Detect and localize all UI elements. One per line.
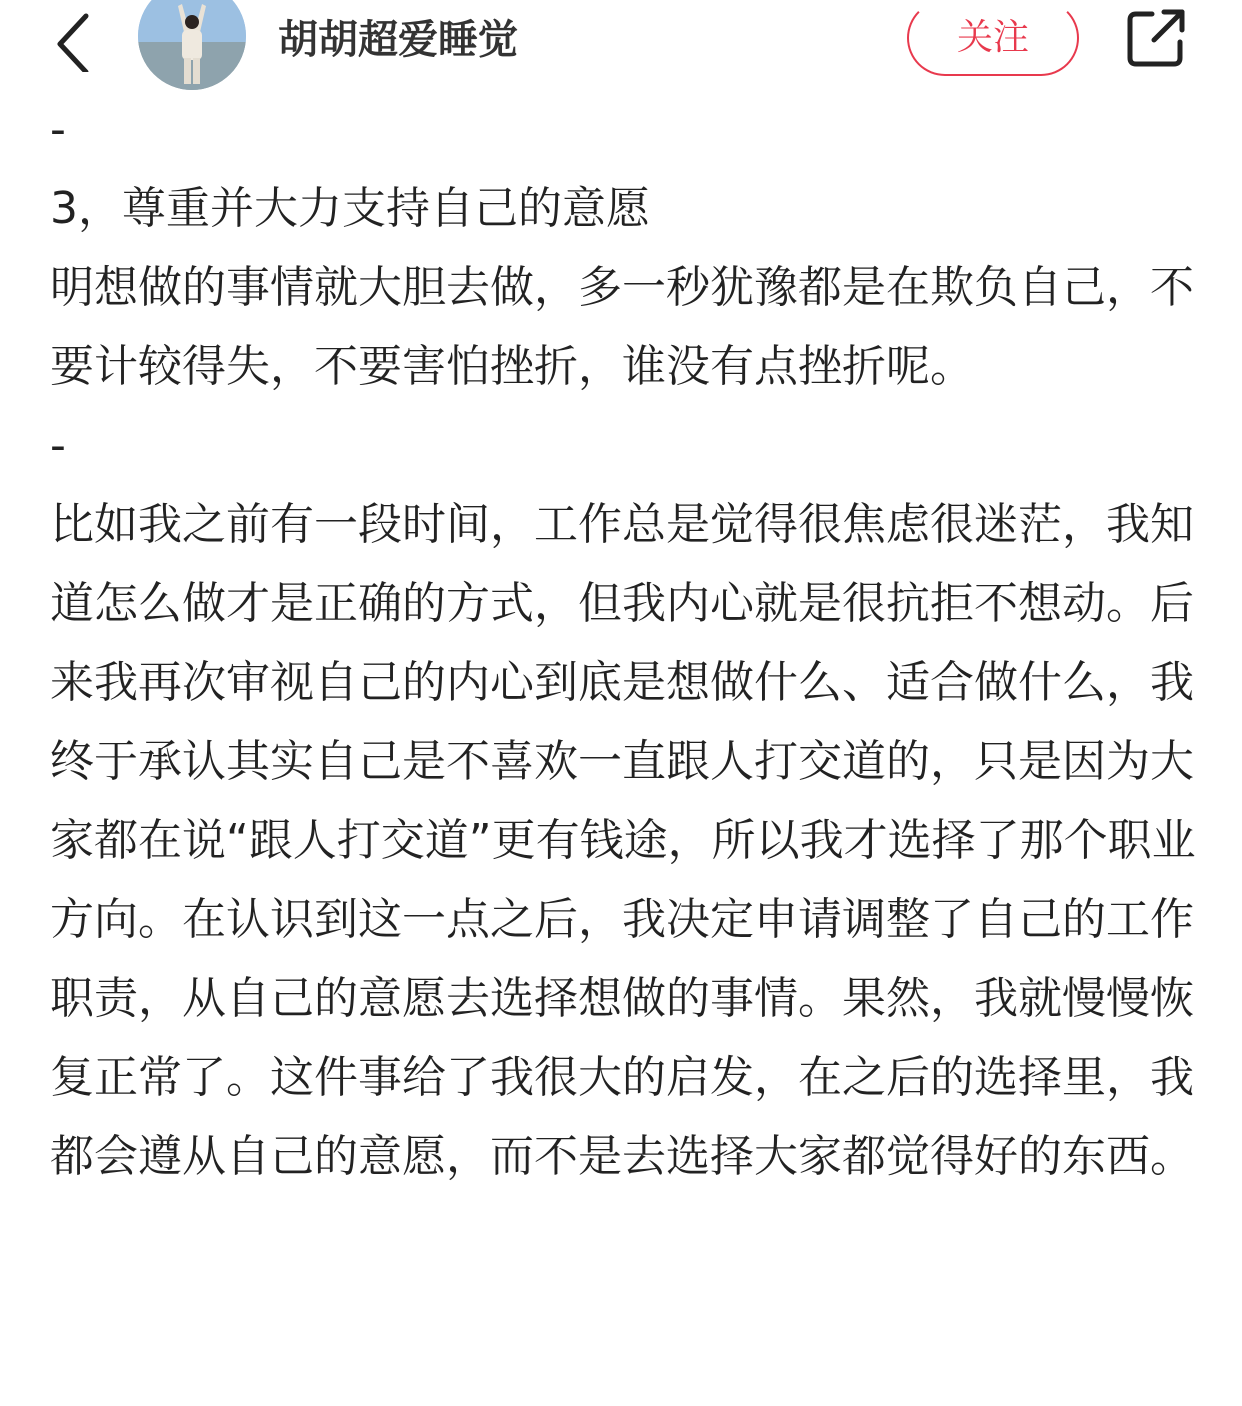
share-button[interactable] (1124, 6, 1188, 70)
follow-button[interactable]: 关注 (907, 0, 1079, 76)
back-button[interactable] (48, 8, 104, 72)
top-bar (0, 0, 1242, 90)
section-heading: 3，尊重并大力支持自己的意愿 (50, 183, 650, 234)
chevron-left-icon (48, 8, 104, 72)
share-icon (1124, 6, 1188, 70)
avatar[interactable] (138, 0, 246, 90)
paragraph: 比如我之前有一段时间，工作总是觉得很焦虑很迷茫，我知道怎么做才是正确的方式，但我内心就是很抗拒不想动。后来我再次审视自己的内心到底是想做什么、适合做什么，我终于承认其实自己是不喜欢一直跟人打交道的，只是因为大家都在说“跟人打交道”更有钱途，所以我才选择了那个职业方向。在认识到这一点之后，我决定申请调整了自己的工作职责，从自己的意愿去选择想做的事情。果然，我就慢慢恢复正常了。这件事给了我很大的启发，在之后的选择里，我都会遵从自己的意愿，而不是去选择大家都觉得好的东西。 (50, 499, 1196, 1182)
paragraph: 明想做的事情就大胆去做，多一秒犹豫都是在欺负自己，不要计较得失，不要害怕挫折，谁没有点挫折呢。 (50, 262, 1194, 392)
separator-dash: - (50, 420, 66, 471)
username[interactable]: 胡胡超爱睡觉 (278, 17, 518, 63)
separator-dash: - (50, 104, 66, 155)
avatar-image (138, 0, 246, 90)
post-body (50, 90, 1200, 1196)
